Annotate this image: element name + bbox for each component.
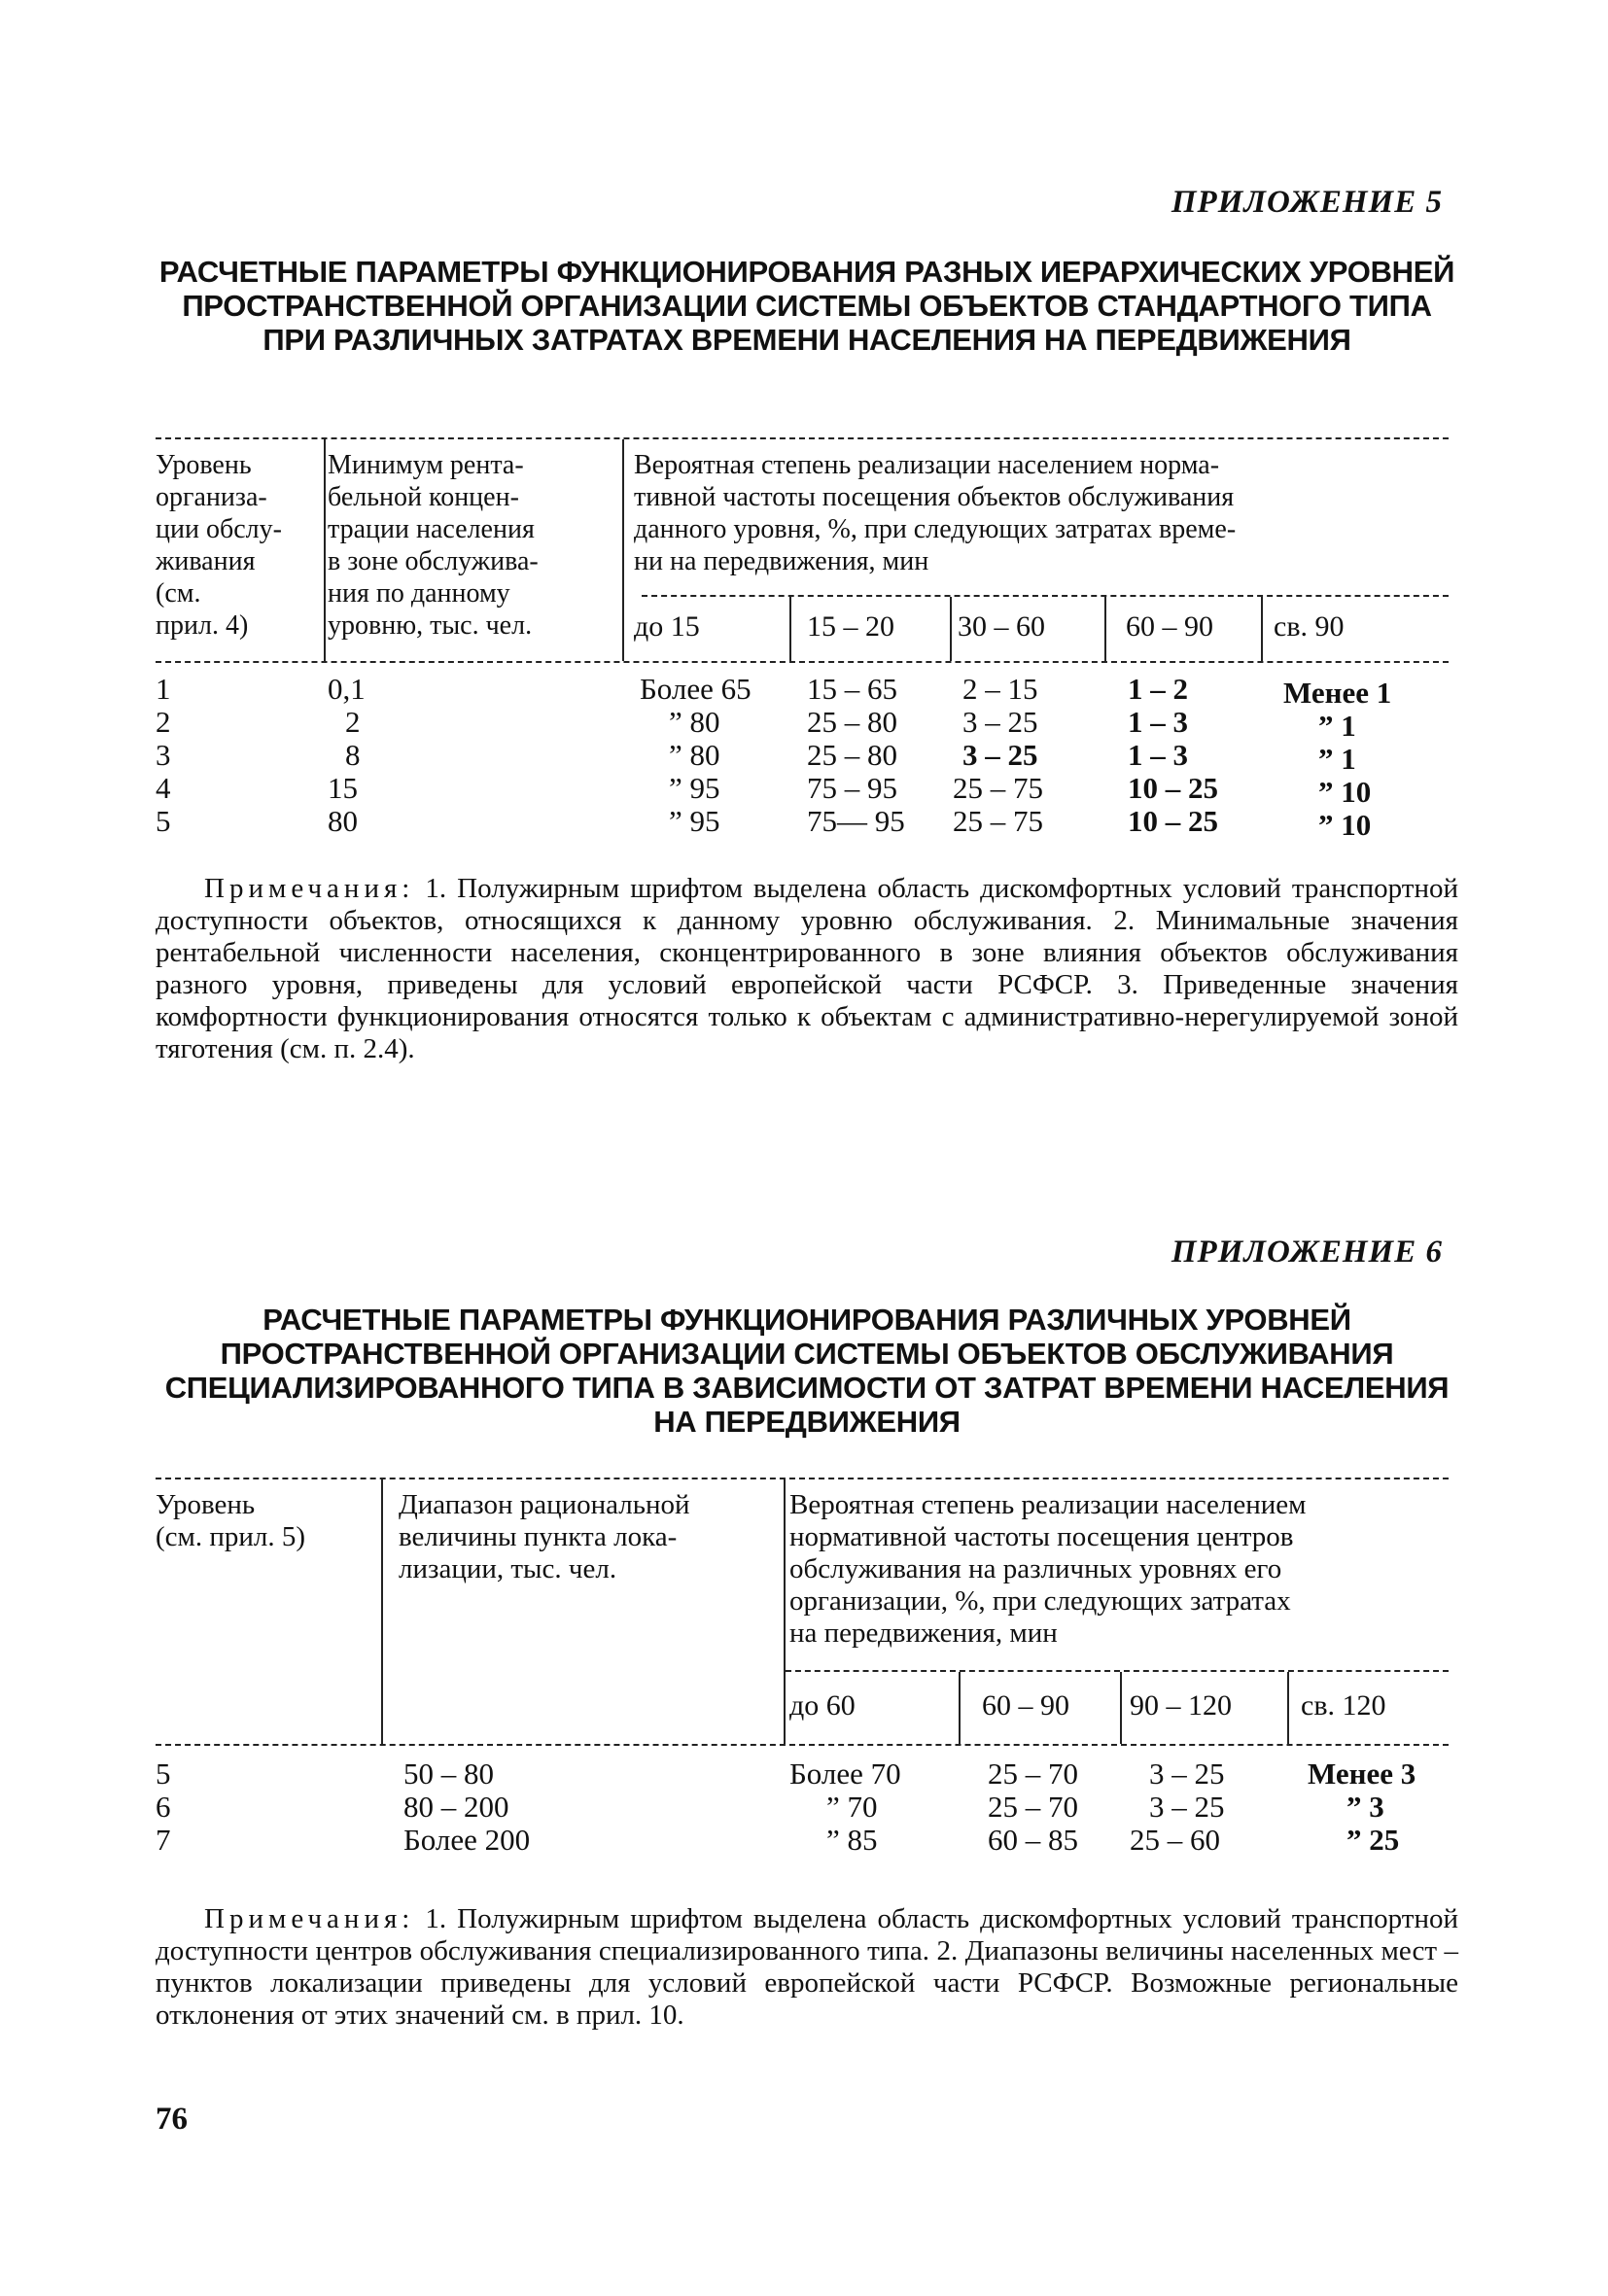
appendix-6-title: РАСЧЕТНЫЕ ПАРАМЕТРЫ ФУНКЦИОНИРОВАНИЯ РАЗЛИЧНЫХ УРОВНЕЙ ПРОСТРАНСТВЕННОЙ ОРГАНИЗАЦИИ СИСТЕМЫ ОБЪЕКТОВ ОБСЛУЖИВАНИЯ СПЕЦИАЛИЗИРОВАННОГО ТИПА В ЗАВИСИМОСТИ ОТ ЗАТРАТ ВРЕМЕНИ НАСЕЛЕНИЯ НА ПЕРЕДВИЖЕНИЯ xyxy=(164,1303,1450,1439)
table5-col-15-20: 15 – 20 xyxy=(807,610,894,643)
table6-subheader-rule xyxy=(786,1670,1449,1672)
appendix-5-label: ПРИЛОЖЕНИЕ 5 xyxy=(1171,185,1443,220)
table5-subheader-rule xyxy=(642,595,1449,597)
appendix-5-title: РАСЧЕТНЫЕ ПАРАМЕТРЫ ФУНКЦИОНИРОВАНИЯ РАЗНЫХ ИЕРАРХИЧЕСКИХ УРОВНЕЙ ПРОСТРАНСТВЕННОЙ ОРГАНИЗАЦИИ СИСТЕМЫ ОБЪЕКТОВ СТАНДАРТНОГО ТИПА ПРИ РАЗЛИЧНЫХ ЗАТРАТАХ ВРЕМЕНИ НАСЕЛЕНИЯ НА ПЕРЕДВИЖЕНИЯ xyxy=(158,255,1455,357)
table6-col-90-120: 90 – 120 xyxy=(1130,1689,1232,1722)
appendix-6-notes: Примечания: 1. Полужирным шрифтом выделена область дискомфортных условий транспортной доступности центров обслуживания специализированного типа. 2. Диапазоны величины населенных мест – пунктов локализации приведены для условий европейской части РСФСР. Возможные региональные отклонения от этих значений см. в прил. 10. xyxy=(156,1903,1459,2031)
table6-subcol-divider xyxy=(959,1672,961,1744)
table6-col-divider xyxy=(784,1479,786,1744)
table5-subcol-divider xyxy=(1261,597,1263,661)
table6-header-rule xyxy=(156,1744,1449,1746)
table5-subcol-divider xyxy=(1104,597,1106,661)
table6-col-60-90: 60 – 90 xyxy=(982,1689,1069,1722)
table6-subcol-divider xyxy=(1287,1672,1289,1744)
appendix-5-notes: Примечания: 1. Полужирным шрифтом выделена область дискомфортных условий транспортной доступности объектов, относящихся к данному уровню обслуживания. 2. Минимальные значения рентабельной численности населения, сконцентрированного в зоне влияния объектов обслуживания разного уровня, приведены для условий европейской части РСФСР. 3. Приведенные значения комфортности функционирования относятся только к объектам с административно-нерегулируемой зоной тяготения (см. п. 2.4). xyxy=(156,873,1459,1064)
table5-header-rule xyxy=(156,661,1449,663)
table5-col-divider xyxy=(324,439,326,661)
table5-header-level: Уровень организа- ции обслу- живания (см. прил. 4) xyxy=(156,450,282,641)
table5-header-probability: Вероятная степень реализации населением норма- тивной частоты посещения объектов обслуживания данного уровня, %, при следующих затратах време- ни на передвижения, мин xyxy=(634,450,1237,576)
table6-top-rule xyxy=(156,1478,1449,1479)
table5-subcol-divider xyxy=(789,597,791,661)
table6-header-range: Диапазон рациональной величины пункта лока- лизации, тыс. чел. xyxy=(399,1489,690,1584)
table6-col-sv120: св. 120 xyxy=(1301,1689,1386,1722)
table5-subcol-divider xyxy=(950,597,952,661)
table6-col-do60: до 60 xyxy=(789,1689,856,1722)
table5-col-60-90: 60 – 90 xyxy=(1126,610,1213,643)
table5-header-minimum: Минимум рента- бельной концен- трации населения в зоне обслужива- ния по данному уровню, тыс. чел. xyxy=(328,450,539,641)
table5-col-divider xyxy=(622,439,624,661)
table6-header-level: Уровень (см. прил. 5) xyxy=(156,1489,306,1552)
page-number: 76 xyxy=(156,2102,188,2137)
table5-col-do15: до 15 xyxy=(634,610,700,643)
table6-header-probability: Вероятная степень реализации населением нормативной частоты посещения центров обслуживания на различных уровнях его организации, %, при следующих затратах на передвижения, мин xyxy=(789,1489,1307,1649)
table5-top-rule xyxy=(156,437,1449,439)
table5-col-sv90: св. 90 xyxy=(1274,610,1345,643)
table5-col-30-60: 30 – 60 xyxy=(958,610,1045,643)
table6-subcol-divider xyxy=(1120,1672,1122,1744)
appendix-6-label: ПРИЛОЖЕНИЕ 6 xyxy=(1171,1235,1443,1270)
table6-col-divider xyxy=(381,1479,383,1744)
